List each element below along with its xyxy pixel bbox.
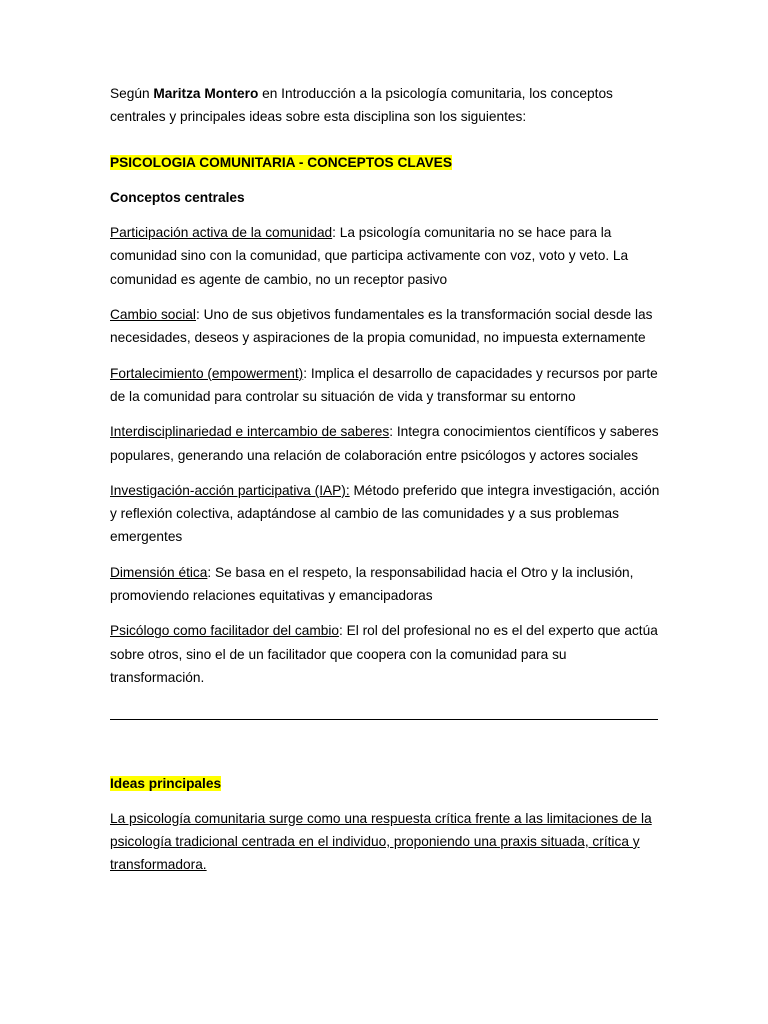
concept-item <box>110 303 660 350</box>
intro-paragraph <box>110 82 660 129</box>
document-page <box>110 80 660 876</box>
concept-text: Método preferido que integra investigación, acción y reflexión colectiva, adaptándose al cambio de las comunidades y a sus problemas emergentes <box>110 482 660 545</box>
concept-text: : Uno de sus objetivos fundamentales es la transformación social desde las necesidades, deseos y aspiraciones de la propia comunidad, no impuesta externamente <box>110 307 653 346</box>
intro-suffix: en Introducción a la psicología comunitaria, los conceptos centrales y principales ideas sobre esta disciplina son los siguientes: <box>110 86 613 125</box>
intro-prefix: Según <box>110 86 154 101</box>
concept-title: Dimensión ética <box>110 564 208 580</box>
ideas-heading-line <box>110 772 660 795</box>
section-heading: Conceptos centrales <box>110 189 245 205</box>
concept-text: : El rol del profesional no es el del experto que actúa sobre otros, sino el de un facilitador que coopera con la comunidad para su transformación. <box>110 623 658 685</box>
concept-title: Participación activa de la comunidad <box>110 225 333 241</box>
concept-item <box>110 420 660 467</box>
concept-title: Cambio social <box>110 307 196 323</box>
main-heading-line <box>110 151 660 174</box>
concept-text: : La psicología comunitaria no se hace para la comunidad sino con la comunidad, que participa activamente con voz, voto y veto. La comunidad es agente de cambio, no un receptor pasivo <box>110 225 629 287</box>
horizontal-divider <box>110 719 658 720</box>
main-heading: PSICOLOGIA COMUNITARIA - CONCEPTOS CLAVES <box>110 154 452 170</box>
concept-item <box>110 619 660 689</box>
idea-item: La psicología comunitaria surge como una respuesta crítica frente a las limitaciones de la psicología tradicional centrada en el individuo, proponiendo una praxis situada, crítica y transformadora. <box>110 810 652 873</box>
concept-item <box>110 479 660 549</box>
concept-text: : Implica el desarrollo de capacidades y recursos por parte de la comunidad para controlar su situación de vida y transformar su entorno <box>110 365 658 404</box>
concept-item <box>110 221 660 291</box>
concept-item <box>110 362 660 409</box>
author-name: Maritza Montero <box>153 86 259 101</box>
concept-title: Interdisciplinariedad e intercambio de saberes <box>110 424 390 440</box>
concept-item <box>110 561 660 608</box>
ideas-heading: Ideas principales <box>110 776 222 792</box>
concept-title: Psicólogo como facilitador del cambio <box>110 623 339 639</box>
concept-text: : Se basa en el respeto, la responsabilidad hacia el Otro y la inclusión, promoviendo relaciones equitativas y emancipadoras <box>110 564 634 604</box>
concept-title: Fortalecimiento (empowerment) <box>110 365 304 381</box>
concept-text: : Integra conocimientos científicos y saberes populares, generando una relación de colaboración entre psicólogos y actores sociales <box>110 424 659 463</box>
concept-title: Investigación-acción participativa (IAP): <box>110 482 350 498</box>
